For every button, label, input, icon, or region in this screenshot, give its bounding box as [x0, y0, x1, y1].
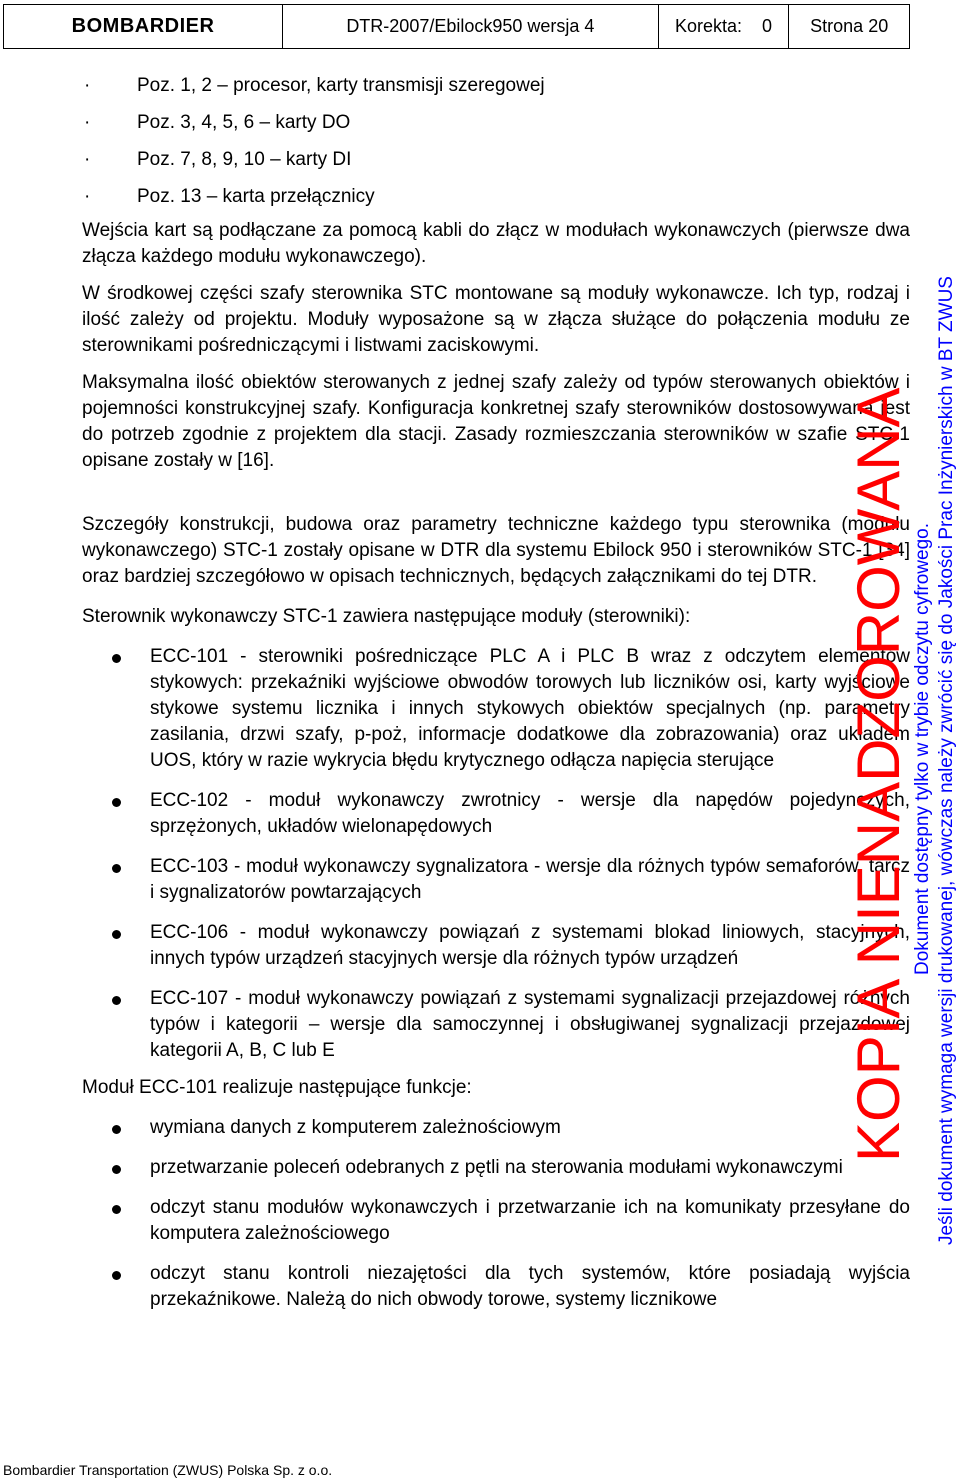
paragraph: Wejścia kart są podłączane za pomocą kabli do złącz w modułach wykonawczych (pierwsze dwa złącza każdego modułu wykonawczego).: [82, 220, 910, 267]
list-item: ECC-102 - moduł wykonawczy zwrotnicy - wersje dla napędów pojedynczych, sprzężonych, układów wielonapędowych: [82, 788, 910, 840]
bullet-icon: [112, 1271, 121, 1280]
document-body: [82, 70, 910, 1313]
list-item: · Poz. 3, 4, 5, 6 – karty DO: [84, 112, 351, 133]
bullet-icon: [112, 654, 121, 663]
list-item: ECC-107 - moduł wykonawczy powiązań z systemami sygnalizacji przejazdowej różnych typów i kategorii – wersje dla samoczynnej i obsługiwanej sygnalizacji przejazdowej kategorii A, B, C lub E: [82, 986, 910, 1064]
paragraph: Moduł ECC-101 realizuje następujące funkcje:: [82, 1077, 472, 1098]
list-item: · Poz. 7, 8, 9, 10 – karty DI: [84, 149, 352, 170]
bullet-icon: [112, 930, 121, 939]
module-list: [82, 644, 910, 1064]
bullet-icon: [112, 1125, 121, 1134]
list-item: przetwarzanie poleceń odebranych z pętli na sterowania modułami wykonawczymi: [82, 1155, 910, 1181]
list-item: odczyt stanu modułów wykonawczych i przetwarzanie ich na komunikaty przesyłane do komputera zależnościowego: [82, 1195, 910, 1247]
watermark-notice-line1: Dokument dostępny tylko w trybie odczytu cyfrowego.: [912, 523, 933, 975]
list-item: odczyt stanu kontroli niezajętości dla tych systemów, które posiadają wyjścia przekaźnikowe. Należą do nich obwody torowe, systemy licznikowe: [82, 1261, 910, 1313]
document-footer: Bombardier Transportation (ZWUS) Polska Sp. z o.o.: [3, 1462, 333, 1478]
paragraph: Sterownik wykonawczy STC-1 zawiera następujące moduły (sterowniki):: [82, 606, 691, 627]
company-logo: BOMBARDIER: [4, 5, 283, 49]
bullet-icon: [112, 1165, 121, 1174]
correction-value: 0: [762, 16, 773, 36]
bullet-icon: [112, 798, 121, 807]
bullet-icon: [112, 864, 121, 873]
watermark-uncontrolled-copy: KOPIA NIENADZOROWANA: [845, 387, 912, 1162]
list-item: wymiana danych z komputerem zależnościowym: [82, 1115, 910, 1141]
list-item: ECC-106 - moduł wykonawczy powiązań z systemami blokad liniowych, stacyjnych, innych typów urządzeń stacyjnych wersje dla różnych typów urządzeń: [82, 920, 910, 972]
bullet-icon: [112, 996, 121, 1005]
paragraph: Szczegóły konstrukcji, budowa oraz parametry techniczne każdego typu sterownika (modułu wykonawczego) STC-1 zostały opisane w DTR dla systemu Ebilock 950 i sterowników STC-1 [34] oraz bardziej szczegółowo w opisach technicznych, będących załącznikami do tej DTR.: [82, 514, 910, 587]
bullet-icon: [112, 1205, 121, 1214]
list-item: ECC-103 - moduł wykonawczy sygnalizatora - wersje dla różnych typów semaforów, tarcz i sygnalizatorów powtarzających: [82, 854, 910, 906]
watermark-notice-line2: Jeśli dokument wymaga wersji drukowanej, wówczas należy zwrócić się do Jakości Prac Inżynierskich w BT ZWUS: [936, 276, 957, 1245]
page-number: Strona 20: [789, 5, 910, 49]
list-item: ECC-101 - sterowniki pośredniczące PLC A i PLC B wraz z odczytem elementów stykowych: przekaźniki wyjściowe obwodów torowych lub liczników osi, karty wyjściowe stykowe systemu licznika i innych stykowych obiektów specjalnych (np. parametry zasilania, drzwi szafy, p-poż, informacje dodatkowe dla zobrazowania) oraz układem UOS, który w razie wykrycia błędu krytycznego odłącza napięcia sterujące: [82, 644, 910, 774]
correction-label: Korekta:: [674, 16, 742, 36]
list-item: · Poz. 1, 2 – procesor, karty transmisji szeregowej: [84, 75, 545, 96]
paragraph: Maksymalna ilość obiektów sterowanych z jednej szafy zależy od typów sterowanych obiektów i pojemności konstrukcyjnej szafy. Konfiguracja konkretnej szafy sterowników dostosowywana jest do potrzeb zgodnie z projektem dla stacji. Zasady rozmieszczania sterowników w szafie STC-1 opisane zostały w [16].: [82, 372, 910, 471]
function-list: [82, 1115, 910, 1313]
list-item: · Poz. 13 – karta przełącznicy: [84, 186, 375, 207]
paragraph: W środkowej części szafy sterownika STC montowane są moduły wykonawcze. Ich typ, rodzaj i ilość zależy od projektu. Moduły wyposażone są w złącza służące do połączenia modułu ze sterownikami pośredniczącymi i listwami zaciskowymi.: [82, 283, 910, 356]
document-id: DTR-2007/Ebilock950 wersja 4: [283, 5, 658, 49]
document-header: [3, 4, 910, 49]
correction-field: [658, 5, 789, 49]
